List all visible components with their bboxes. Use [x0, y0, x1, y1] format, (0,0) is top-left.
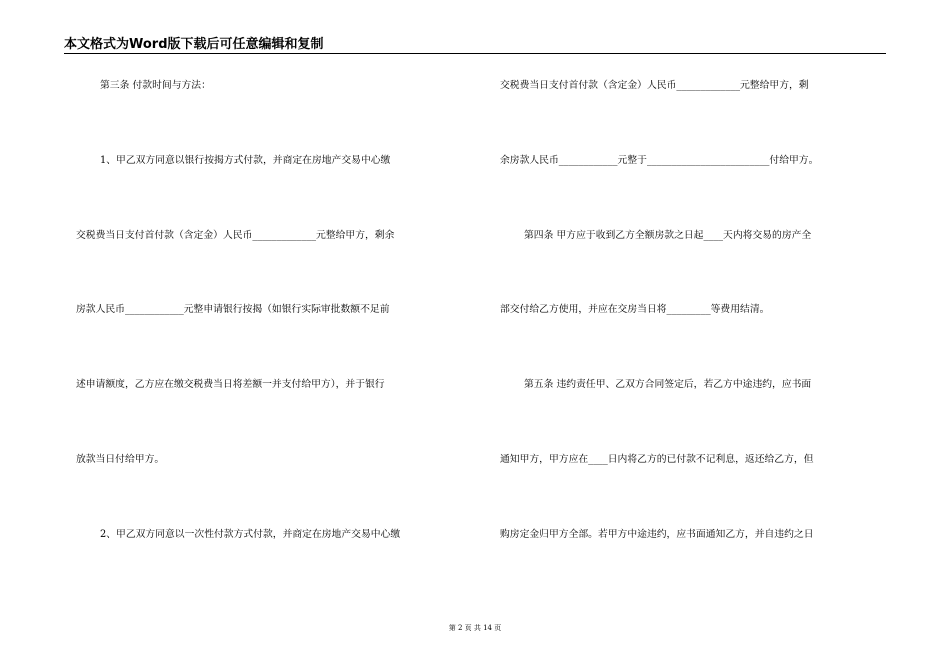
right-line-3: 第四条 甲方应于收到乙方全额房款之日起____天内将交易的房产全: [524, 230, 812, 241]
right-line-6: 通知甲方，甲方应在____日内将乙方的已付款不记利息，返还给乙方，但: [500, 454, 814, 465]
left-line-3: 交税费当日支付首付款（含定金）人民币_____________元整给甲方，剩余: [76, 230, 395, 241]
header-divider: [64, 53, 886, 54]
page-number-footer: 第 2 页 共 14 页: [448, 624, 502, 632]
left-line-5: 述申请额度，乙方应在缴交税费当日将差额一并支付给甲方），并于银行: [76, 379, 385, 390]
left-line-1: 第三条 付款时间与方法：: [100, 80, 211, 91]
left-line-6: 放款当日付给甲方。: [76, 454, 165, 465]
left-line-2: 1、甲乙双方同意以银行按揭方式付款，并商定在房地产交易中心缴: [100, 155, 391, 166]
right-line-7: 购房定金归甲方全部。若甲方中途违约，应书面通知乙方，并自违约之日: [500, 529, 814, 540]
right-line-1: 交税费当日支付首付款（含定金）人民币_____________元整给甲方，剩: [500, 80, 809, 91]
right-line-4: 部交付给乙方使用，并应在交房当日将_________等费用结清。: [500, 304, 770, 315]
document-header-title: 本文格式为Word版下载后可任意编辑和复制: [64, 37, 324, 52]
right-line-2: 余房款人民币____________元整于_________________________付给甲方。: [500, 155, 819, 166]
left-line-4: 房款人民币____________元整申请银行按揭（如银行实际审批数额不足前: [76, 304, 390, 315]
left-line-7: 2、甲乙双方同意以一次性付款方式付款，并商定在房地产交易中心缴: [100, 529, 401, 540]
right-line-5: 第五条 违约责任甲、乙双方合同签定后，若乙方中途违约，应书面: [524, 379, 812, 390]
